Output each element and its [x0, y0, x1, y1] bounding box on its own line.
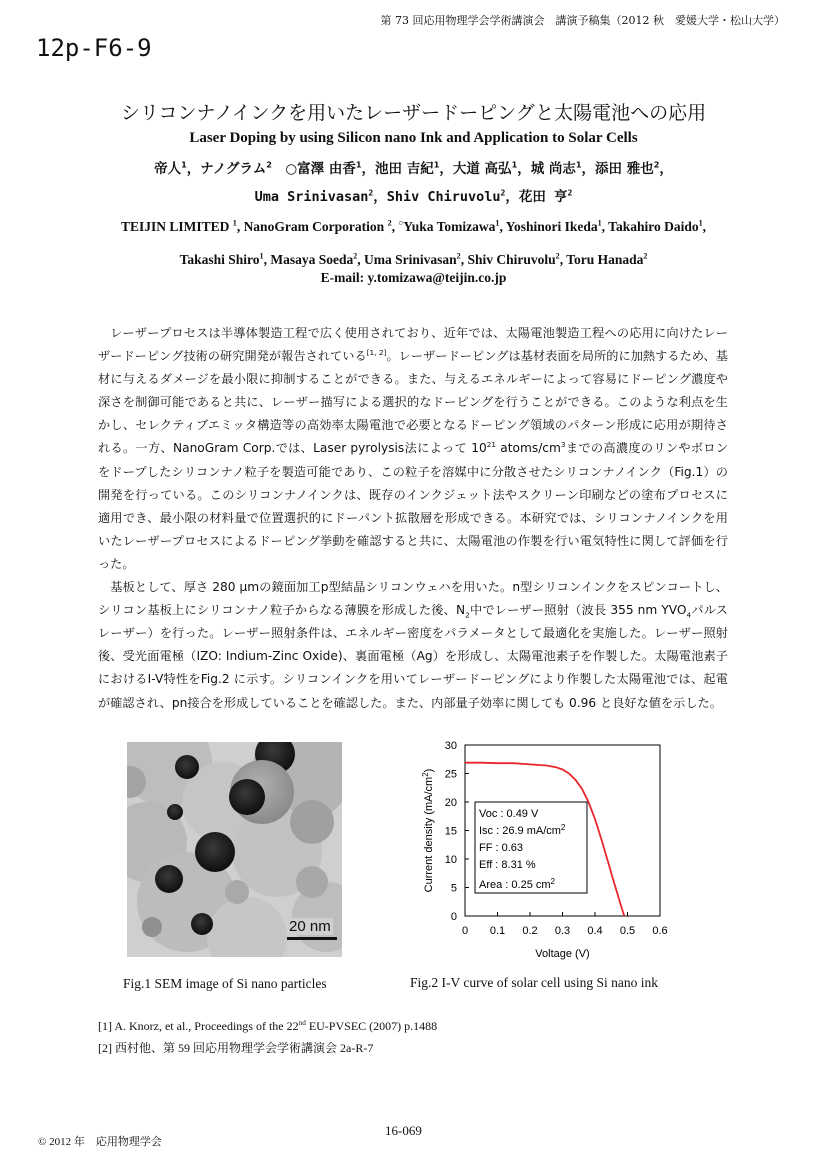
title-japanese: シリコンナノインクを用いたレーザードーピングと太陽電池への応用 [120, 102, 707, 124]
fig1-caption: Fig.1 SEM image of Si nano particles [123, 976, 327, 991]
sem-image [127, 742, 342, 957]
y-tick-label: 5 [450, 882, 457, 895]
ff-label: FF : 0.63 [479, 842, 524, 854]
eff-label: Eff : 8.31 % [479, 859, 536, 871]
x-tick-label: 0.2 [522, 925, 538, 937]
x-tick-label: 0.4 [587, 925, 603, 937]
fig2-caption: Fig.2 I-V curve of solar cell using Si nano ink [410, 975, 658, 990]
reference-2: [2] 西村他、第 59 回応用物理学会学術講演会 2a-R-7 [98, 1041, 374, 1055]
authors-english-line-1: TEIJIN LIMITED $^1$, NanoGram Corporation $^2$, ○Yuka Tomizawa$^1$, Yoshinori Ikeda$^1$, Takahiro Daido$^1$, [120, 218, 707, 234]
y-tick-label: 25 [444, 768, 457, 781]
paragraph-1: レーザープロセスは半導体製造工程で広く使用されており、近年では、太陽電池製造工程への応用に向けたレーザードーピング技術の研究開発が報告されている[1, 2]。レーザードーピングは基材表面を局所的に加熱するため、基材に与えるダメージを最小限に抑制することができる。また、与えるエネルギーによって容易にドーピング濃度や深さを制御可能であると共に、レーザー描写による選択的なドーピングを行うことができる。このような利点を生かし、セレクティブエミッタ構造等の高効率太陽電池で必要となるドーピング領域のパターン形成に応用が期待される。一方、NanoGram Corp.では、Laser pyrolysis法によって $10^{21}$ atoms/$cm^3$までの高濃度のリンやボロンをドープしたシリコンナノ粒子を製造可能であり、この粒子を溶媒中に分散させたシリコンナノインク（Fig.1）の開発を行っている。このシリコンナノインクは、既存のインクジェット法やスクリーン印刷などの塗布プロセスに適用でき、最小限の材料量で位置選択的にドーパント拡散層を形成できる。本研究では、シリコンナノインクを用いたレーザープロセスによるドーピング挙動を確認すると共に、太陽電池の作製を行い電気特性に関して評価を行った。 [98, 326, 729, 571]
email-address[interactable]: E-mail: y.tomizawa@teijin.co.jp [320, 270, 507, 285]
authors-japanese-line-1: 帝人$^1$，ナノグラム$^2$ ○富澤 由香$^1$，池田 吉紀$^1$，大道 高弘$^1$，城 尚志$^1$，添田 雅也$^2$， [154, 159, 673, 177]
authors-english [90, 210, 737, 276]
citation-ref: [1, 2] [366, 348, 387, 358]
references [98, 1015, 437, 1059]
x-tick-label: 0 [461, 925, 469, 937]
x-tick-label: 0.6 [652, 925, 668, 937]
conference-header: 第 73 回応用物理学会学術講演会 講演予稿集（2012 秋 愛媛大学・松山大学） [380, 14, 785, 27]
y-tick-label: 10 [444, 854, 457, 866]
isc-label: Isc : 26.9 $mA/cm^2$ [479, 822, 566, 837]
iv-chart [410, 735, 685, 967]
authors-japanese-line-2: Uma Srinivasan$^2$，Shiv Chiruvolu$^2$，花田 亨$^2$ [254, 187, 573, 205]
paper-id: 12p-F6-9 [36, 34, 152, 62]
paragraph-2: 基板として、厚さ 280 μmの鏡面加工p型結晶シリコンウェハを用いた。n型シリコンインクをスピンコートし、シリコン基板上にシリコンナノ粒子からなる薄膜を形成した後、$N_2$中でレーザー照射（波長 355 nm $YVO_4$パルスレーザー）を行った。レーザー照射条件は、エネルギー密度をパラメータとして最適化を実施した。レーザー照射後、受光面電極（IZO: Indium-Zinc Oxide)、裏面電極（Ag）を形成し、太陽電池素子を作製した。太陽電池素子におけるI-V特性をFig.2 に示す。シリコンインクを用いてレーザードーピングにより作製した太陽電池では、起電が確認され、pn接合を形成していることを確認した。また、内部量子効率に関しても 0.96 と良好な値を示した。 [98, 580, 728, 710]
x-tick-label: 0.3 [554, 925, 571, 937]
y-tick-label: 30 [444, 740, 457, 752]
reference-1: [1] A. Knorz, et al., Proceedings of the 22nd EU-PVSEC (2007) p.1488 [98, 1019, 438, 1033]
x-tick-label: 0.1 [489, 925, 506, 937]
x-axis-label: Voltage (V) [535, 948, 590, 960]
page-number: 16-069 [385, 1123, 422, 1138]
y-tick-label: 20 [444, 797, 457, 809]
y-axis-label: Current density $(mA/cm^2)$ [420, 768, 435, 893]
authors-english-line-2: Takashi Shiro$^1$, Masaya Soeda$^2$, Uma Srinivasan$^2$, Shiv Chiruvolu$^2$, Toru Hanada$^2$ [179, 251, 648, 267]
copyright: © 2012 年 応用物理学会 [38, 1136, 162, 1148]
title-english: Laser Doping by using Silicon nano Ink and Application to Solar Cells [189, 130, 638, 146]
voc-label: Voc : 0.49 V [479, 808, 539, 820]
authors-japanese [90, 155, 737, 211]
scale-bar [287, 937, 337, 940]
area-label: Area : 0.25 $cm^2$ [479, 876, 555, 891]
x-tick-label: 0.5 [619, 925, 636, 937]
y-tick-label: 0 [450, 911, 457, 923]
scale-bar-label: 20 nm [289, 918, 331, 935]
y-tick-label: 15 [444, 825, 457, 838]
body-text [98, 322, 728, 715]
